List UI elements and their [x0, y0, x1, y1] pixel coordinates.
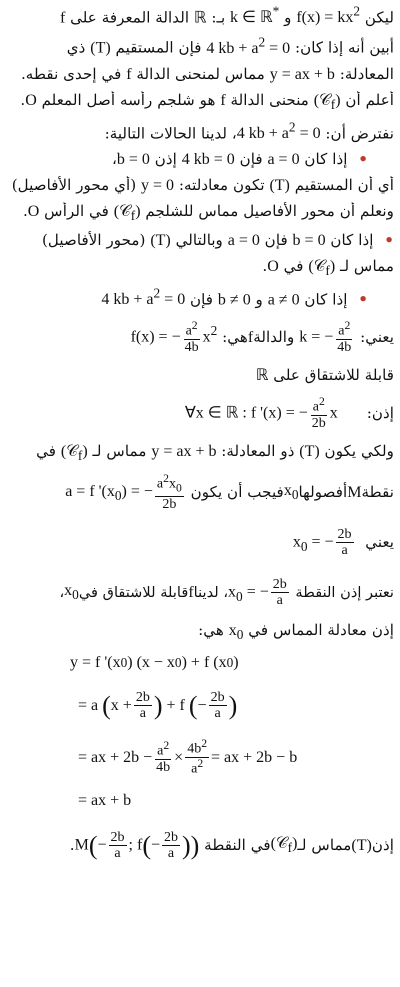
line-7: أي أن المستقيم (T) تكون معادلته: y = 0 (أي محور الأفاصيل) — [11, 175, 394, 194]
eq-line-4: = ax + b — [70, 791, 132, 809]
line-2: أبين أنه إذا كان: 4 kb + $a^2 = 0$ فإن المستقيم (T) ذي — [66, 34, 394, 57]
line-10: مماس لـ (𝒞$_f$) في O. — [262, 256, 394, 278]
line-19: إذن معادلة المماس في $x_0$ هي: — [198, 620, 394, 642]
line-11: • إذا كان a ≠ 0 و b ≠ 0 فإن 4 kb + $a^2 = 0$ — [101, 285, 368, 308]
line-5: نفترض أن: 4 kb + $a^2$ = 0، لدينا الحالات التالية: — [104, 119, 394, 142]
line-12: يعني: k = − $\frac{a^2}{4b}$ والدالة f هي: f(x) = − $\frac{a^2}{4b}$ $x^2$ — [130, 319, 394, 356]
eq-line-3: = ax + 2b − $\frac{a^2}{4b}$ × $\frac{4b^2}{a^2}$ = ax + 2b − b — [70, 736, 298, 777]
line-6: • إذا كان a = 0 فإن 4 kb = 0 إذن b = 0، — [111, 149, 368, 168]
line-16: نقطة M أفصولها $x_0$ فيجب أن يكون a = f '$(x_0)$ = − $\frac{a^2x_0}{2b}$ — [65, 472, 394, 512]
line-conclusion: إذن (T) مماس لـ (𝒞$_f$) في النقطة M(− $\frac{2b}{a}$ ; f(− $\frac{2b}{a}$ )) . — [69, 829, 394, 862]
eq-line-1: y = f '(x 0 ) (x − x 0 ) + f (x 0 ) — [70, 653, 239, 671]
line-4: أعلم أن (𝒞$_f$) منحنى الدالة f هو شلجم رأسه أصل المعلم O. — [20, 90, 394, 112]
line-1: ليكن $f(x) = kx^2$ و k ∈ ℝ* بـ: ℝ الدالة المعرفة على f — [59, 4, 394, 27]
line-15: ولكي يكون (T) ذو المعادلة: y = ax + b مماس لـ (𝒞$_f$) في — [36, 441, 394, 464]
line-17: يعني $x_0$ = − $\frac{2b}{a}$ — [292, 526, 394, 559]
line-14: إذن: ∀x ∈ ℝ : f '(x) = − $\frac{a^2}{2b}$ x — [184, 395, 394, 432]
line-18: نعتبر إذن النقطة $x_0$ = − $\frac{2b}{a}$ ، لدينا f قابلة للاشتقاق في $x_0$ ، — [59, 576, 394, 609]
eq-line-2: = a ( x + $\frac{2b}{a}$ ) + f ( − $\frac{2b}{a}$ ) — [70, 689, 238, 722]
line-3: المعادلة: y = ax + b مماس لمنحنى الدالة f في إحدى نقطه. — [20, 64, 394, 83]
bullet-icon: • — [358, 149, 368, 168]
bullet-icon: • — [384, 230, 394, 249]
line-13: قابلة للاشتقاق على ℝ — [255, 365, 394, 384]
tangent-derivation — [6, 650, 394, 814]
line-8: ونعلم أن محور الأفاصيل مماس للشلجم (𝒞$_f$) في الرأس O. — [22, 201, 394, 224]
line-9: • إذا كان b = 0 فإن a = 0 وبالتالي (T) (محور الأفاصيل) — [41, 230, 394, 249]
math-fx-def: $f(x) = kx^2$ — [296, 4, 360, 27]
bullet-icon: • — [358, 289, 368, 308]
